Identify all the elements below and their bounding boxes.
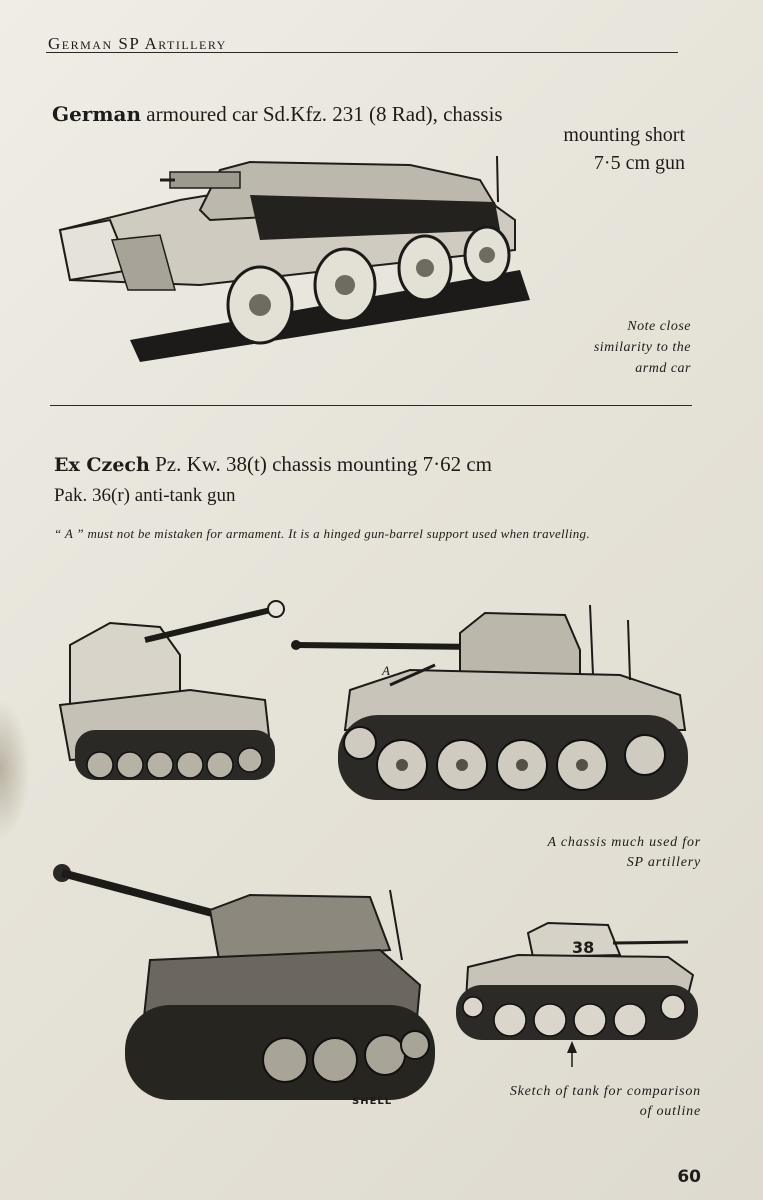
header-rule <box>46 52 678 53</box>
barrel-support-caption: “ A ” must not be mistaken for armament. It is a hinged gun-barrel support used when travelling. <box>54 526 590 541</box>
tank-comparison-sketch <box>448 915 703 1050</box>
sketch-caption <box>510 1082 701 1122</box>
running-header: German SP Artillery <box>48 34 227 53</box>
section1-title-rest: armoured car Sd.Kfz. 231 (8 Rad), chassis <box>146 102 503 126</box>
section-divider <box>50 405 692 406</box>
chassis-caption-line: A chassis much used for <box>547 835 701 850</box>
artist-signature: SHELL <box>352 1096 393 1107</box>
section2-title-bold: Ex Czech <box>54 454 150 476</box>
armoured-car-illustration <box>50 140 550 370</box>
note-line: armd car <box>635 361 691 376</box>
page-stain <box>0 700 30 840</box>
note-line: Note close <box>627 319 691 334</box>
marder-side-drawing <box>290 595 695 805</box>
marker-a-label: A <box>382 663 390 678</box>
chassis-caption-line: SP artillery <box>626 855 701 870</box>
section2-title-rest: Pz. Kw. 38(t) chassis mounting 7·62 cm <box>155 452 492 476</box>
up-arrow-icon <box>567 1041 577 1053</box>
page-number: 60 <box>677 1167 701 1187</box>
sketch-caption-line: Sketch of tank for comparison <box>509 1084 701 1099</box>
similarity-note <box>594 316 691 379</box>
section1-title-bold: German <box>52 102 142 126</box>
chassis-caption <box>548 833 701 873</box>
sketch-caption-line: of outline <box>639 1104 701 1119</box>
section2-title <box>54 452 492 477</box>
section2-subtitle: Pak. 36(r) anti-tank gun <box>54 485 236 506</box>
turret-number: 38 <box>572 938 595 957</box>
marder-photo-drawing <box>50 855 435 1105</box>
section1-title-line2: mounting short <box>563 124 685 146</box>
section1-title <box>52 102 503 127</box>
marder-front-drawing <box>50 595 290 810</box>
section1-title-line3: 7·5 cm gun <box>593 152 685 174</box>
note-line: similarity to the <box>593 340 691 355</box>
